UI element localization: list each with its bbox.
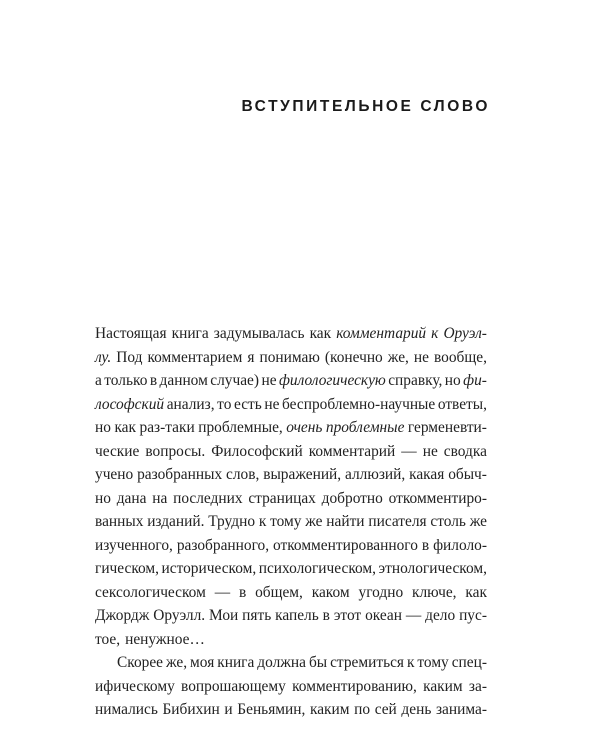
word: — — [405, 607, 422, 624]
word: дело — [425, 607, 456, 624]
word: в — [421, 536, 430, 554]
word: обыч- — [448, 466, 487, 483]
word: анализ, — [166, 395, 215, 413]
italic-word: филологическую — [278, 372, 386, 389]
word: беспроблемно-научные — [282, 395, 436, 413]
word: Мои — [209, 607, 239, 624]
word: же, — [387, 348, 409, 366]
word: тому — [270, 513, 302, 530]
word: (конечно — [324, 348, 383, 366]
word: ванных — [95, 513, 144, 530]
word: каком — [311, 583, 350, 601]
word: же, — [165, 654, 188, 671]
text-line — [95, 463, 487, 487]
word: слов, — [226, 466, 260, 483]
word: моя — [190, 654, 215, 671]
word: Настоящая — [95, 325, 167, 342]
word: комментированию, — [292, 677, 417, 695]
word: но — [95, 419, 111, 436]
word: бы — [308, 654, 328, 671]
word: Оруэлл. — [153, 607, 206, 624]
word: герменевти- — [407, 419, 487, 436]
italic-word: проблемные — [325, 419, 405, 436]
word: ненужное… — [125, 630, 205, 648]
word: должна — [257, 654, 307, 671]
word: но — [444, 372, 461, 389]
word: учено — [95, 466, 134, 483]
word: Бибихин — [162, 701, 220, 718]
italic-word: очень — [286, 419, 323, 436]
word: книга — [217, 654, 255, 671]
word: то — [217, 395, 232, 413]
chapter-heading: ВСТУПИТЕЛЬНОЕ СЛОВО — [241, 98, 490, 115]
word: а — [95, 372, 102, 389]
text-line — [95, 510, 487, 534]
text-line — [95, 698, 487, 722]
word: аллюзий, — [345, 466, 406, 483]
word: психологическом, — [258, 560, 377, 577]
word: общем, — [255, 583, 303, 601]
word: сводка — [443, 442, 487, 460]
paragraph — [95, 322, 487, 651]
word: в — [149, 372, 158, 389]
word: проблемные, — [198, 419, 283, 436]
word: историческом, — [161, 560, 257, 577]
word: есть — [233, 395, 262, 413]
word: книга — [171, 325, 209, 342]
italic-word: лу. — [95, 348, 112, 366]
word: задумывалась — [213, 325, 305, 342]
word: только — [104, 372, 148, 389]
word: пус- — [459, 607, 487, 624]
word: сексологическом — [95, 583, 206, 601]
italic-word: к — [431, 325, 439, 342]
word: найти — [326, 513, 365, 530]
word: ключе, — [412, 583, 457, 601]
word: дана — [116, 489, 147, 507]
word: не — [261, 372, 277, 389]
text-line — [95, 416, 487, 440]
word: в — [238, 583, 247, 601]
word: вопросы. — [145, 442, 206, 460]
text-line — [95, 534, 487, 558]
word: как — [309, 325, 332, 342]
italic-word: лософский — [95, 395, 165, 413]
word: капель — [275, 607, 319, 624]
word: каким — [309, 701, 350, 718]
word: я — [247, 348, 255, 366]
word: Скорее — [117, 654, 164, 671]
word: — — [214, 583, 231, 601]
word: но — [95, 489, 111, 507]
word: изученного, — [95, 536, 173, 554]
text-line — [95, 393, 487, 417]
word: вообще, — [434, 348, 487, 366]
text-line — [95, 440, 487, 464]
text-line — [95, 346, 487, 370]
word: к — [406, 654, 415, 671]
word: последних — [173, 489, 243, 507]
word: пять — [242, 607, 272, 624]
word: добротно — [321, 489, 383, 507]
word: комментарием — [147, 348, 243, 366]
word: океан — [365, 607, 402, 624]
word: как — [465, 583, 487, 601]
word: как — [114, 419, 136, 436]
word: вопрошающему — [181, 677, 286, 695]
word: же — [469, 513, 487, 530]
text-line — [95, 651, 487, 675]
word: сей — [374, 701, 397, 718]
word: тому — [417, 654, 449, 671]
text-line — [95, 628, 487, 652]
text-line — [95, 675, 487, 699]
word: же — [305, 513, 323, 530]
word: этнологическом, — [378, 560, 487, 577]
word: каким — [423, 677, 463, 695]
word: за- — [468, 677, 487, 695]
word: справку, — [388, 372, 443, 389]
italic-word: Оруэл- — [443, 325, 487, 342]
body-text — [95, 322, 487, 722]
word: комментарий — [308, 442, 396, 460]
word: тое, — [95, 630, 121, 648]
word: этот — [333, 607, 362, 624]
word: и — [224, 701, 233, 718]
word: Джордж — [95, 607, 150, 624]
text-line — [95, 604, 487, 628]
text-line — [95, 322, 487, 346]
word: разобранных — [137, 466, 223, 483]
text-line — [95, 487, 487, 511]
word: Трудно — [208, 513, 256, 530]
text-line — [95, 557, 487, 581]
word: случае) — [210, 372, 260, 389]
italic-word: фи- — [463, 372, 487, 389]
word: филоло- — [433, 536, 487, 554]
word: откомментиро- — [388, 489, 487, 507]
word: Беньямин, — [237, 701, 306, 718]
word: по — [354, 701, 371, 718]
word: изданий. — [147, 513, 205, 530]
word: данном — [159, 372, 208, 389]
word: на — [152, 489, 168, 507]
word: какая — [409, 466, 445, 483]
word: Под — [116, 348, 143, 366]
word: писателя — [368, 513, 427, 530]
text-line — [95, 581, 487, 605]
word: к — [258, 513, 267, 530]
word: не — [264, 395, 280, 413]
word: ифическому — [95, 677, 175, 695]
word: не — [422, 442, 438, 460]
word: нимались — [95, 701, 158, 718]
word: Философский — [211, 442, 303, 460]
paragraph — [95, 651, 487, 722]
word: откомментированного — [273, 536, 418, 554]
word: занима- — [435, 701, 487, 718]
word: спец- — [451, 654, 487, 671]
word: выражений, — [263, 466, 342, 483]
text-line — [95, 369, 487, 393]
word: стремиться — [330, 654, 404, 671]
word: ческие — [95, 442, 140, 460]
word: — — [401, 442, 417, 460]
italic-word: комментарий — [336, 325, 427, 342]
word: разобранного, — [176, 536, 270, 554]
word: в — [322, 607, 330, 624]
word: день — [401, 701, 432, 718]
word: угодно — [358, 583, 404, 601]
word: ответы, — [437, 395, 487, 413]
word: страницах — [248, 489, 316, 507]
word: не — [413, 348, 429, 366]
word: раз-таки — [139, 419, 195, 436]
word: гическом, — [95, 560, 160, 577]
word: столь — [430, 513, 466, 530]
word: понимаю — [259, 348, 320, 366]
